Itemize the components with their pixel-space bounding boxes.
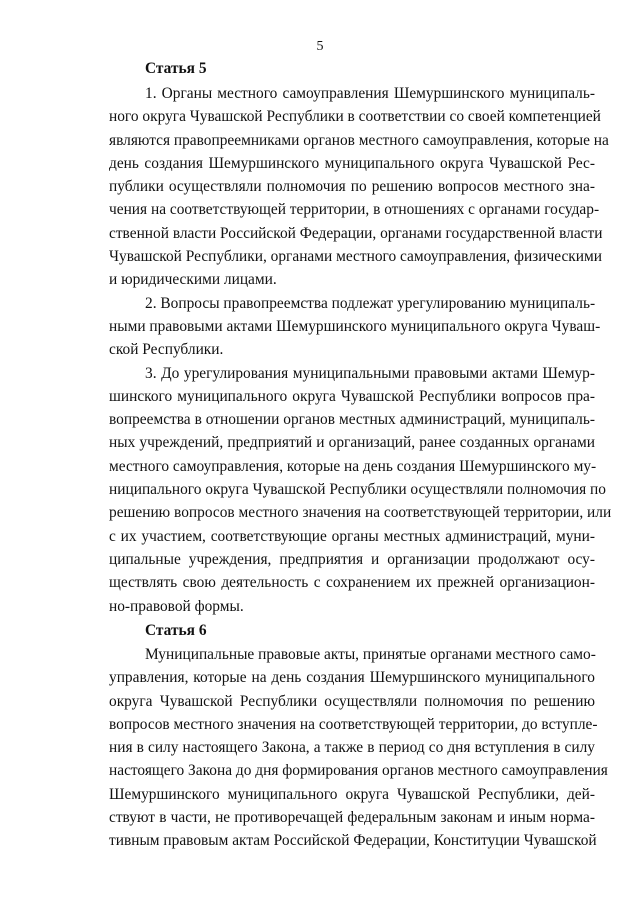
article-5-paragraph-2 xyxy=(109,292,601,362)
article-5-paragraph-1 xyxy=(109,82,609,292)
text-line: ществлять свою деятельность с сохранением их прежней организацион- xyxy=(109,574,595,592)
text-line: 1. Органы местного самоуправления Шемуршинского муниципаль- xyxy=(145,85,595,102)
text-line: Шемуршинского муниципального округа Чувашской Республики, дей- xyxy=(109,785,595,803)
text-line: с их участием, соответствующие органы местных администраций, муни- xyxy=(109,527,595,545)
text-line: управления, которые на день создания Шемуршинского муниципального xyxy=(109,669,595,687)
article-5-body xyxy=(109,82,612,618)
text-line: настоящего Закона до дня формирования органов местного самоуправления xyxy=(109,762,608,780)
text-line: местного самоуправления, которые на день создания Шемуршинского му- xyxy=(109,457,597,475)
text-line: решению вопросов местного значения на соответствующей территории, или xyxy=(109,504,612,522)
text-line: Муниципальные правовые акты, принятые органами местного само- xyxy=(145,646,596,663)
text-line: шинского муниципального округа Чувашской Республики вопросов пра- xyxy=(109,387,595,405)
text-line: тивным правовым актам Российской Федерации, Конституции Чувашской xyxy=(109,832,597,850)
article-6-body xyxy=(109,643,608,853)
article-6-paragraph-1 xyxy=(109,643,608,853)
page-number: 5 xyxy=(316,39,324,54)
text-line: вопреемства в отношении органов местных администраций, муниципаль- xyxy=(109,411,595,429)
text-line: и юридическими лицами. xyxy=(109,271,277,289)
text-line: но-правовой формы. xyxy=(109,597,244,615)
text-line: ствуют в части, не противоречащей федеральным законам и иным норма- xyxy=(109,809,595,827)
article-5-paragraph-3 xyxy=(109,362,612,618)
text-line: Чувашской Республики, органами местного самоуправления, физическими xyxy=(109,248,602,266)
text-line: являются правопреемниками органов местного самоуправления, которые на xyxy=(109,131,609,149)
text-line: чения на соответствующей территории, в отношениях с органами государ- xyxy=(109,201,600,219)
text-line: публики осуществляли полномочия по решению вопросов местного зна- xyxy=(109,178,595,196)
text-line: ных учреждений, предприятий и организаций, ранее созданных органами xyxy=(109,434,595,452)
text-line: ного округа Чувашской Республики в соответствии со своей компетенцией xyxy=(109,108,601,126)
text-line: ципальные учреждения, предприятия и организации продолжают осу- xyxy=(109,550,595,568)
text-line: ния в силу настоящего Закона, а также в период со дня вступления в силу xyxy=(109,739,595,757)
text-line: день создания Шемуршинского муниципального округа Чувашской Рес- xyxy=(109,154,595,172)
text-line: 3. До урегулирования муниципальными правовыми актами Шемур- xyxy=(145,364,595,382)
text-line: ственной власти Российской Федерации, органами государственной власти xyxy=(109,224,603,242)
text-line: ными правовыми актами Шемуршинского муниципального округа Чуваш- xyxy=(109,317,601,335)
article-6-heading: Статья 6 xyxy=(145,622,207,639)
text-line: вопросов местного значения на соответствующей территории, до вступле- xyxy=(109,715,598,733)
text-line: ской Республики. xyxy=(109,341,224,359)
article-5-heading: Статья 5 xyxy=(145,60,207,77)
text-line: ниципального округа Чувашской Республики осуществляли полномочия по xyxy=(109,481,606,499)
text-line: округа Чувашской Республики осуществляли полномочия по решению xyxy=(109,692,595,710)
text-line: 2. Вопросы правопреемства подлежат урегулированию муниципаль- xyxy=(145,294,596,312)
